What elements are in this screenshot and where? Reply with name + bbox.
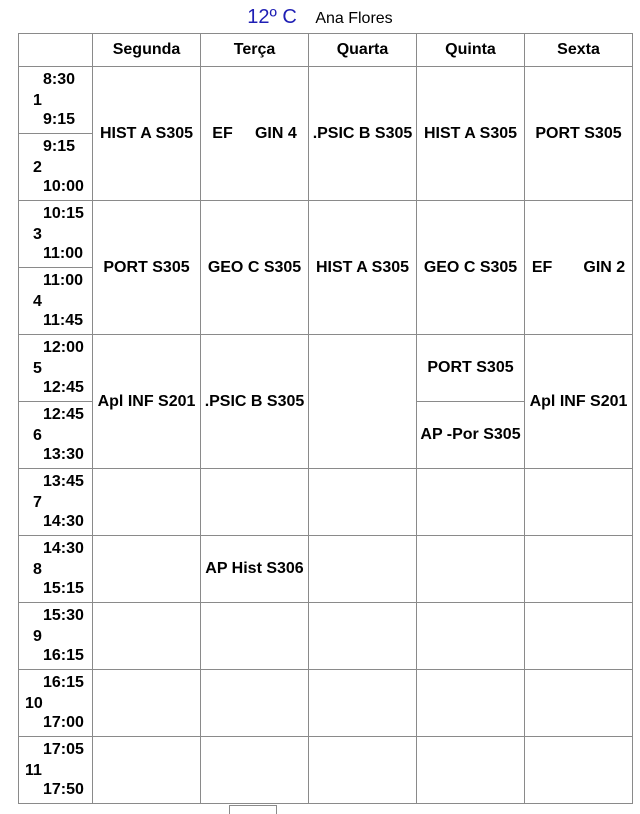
lesson-cell[interactable] — [93, 469, 201, 536]
period-end: 17:50 — [43, 781, 84, 798]
lesson-cell[interactable] — [93, 670, 201, 737]
teacher-name: Ana Flores — [315, 10, 393, 27]
period-row — [19, 536, 633, 603]
period-number: 1 — [33, 92, 42, 109]
period-time-cell — [19, 536, 93, 603]
timetable-header — [0, 6, 640, 34]
period-row — [19, 67, 633, 134]
lesson-cell[interactable] — [93, 536, 201, 603]
lesson-cell[interactable] — [525, 536, 633, 603]
lesson-cell[interactable]: EF GIN 2 — [525, 201, 633, 335]
lesson-cell[interactable]: PORT S305 — [417, 335, 525, 402]
period-time-cell — [19, 201, 93, 268]
period-start: 16:15 — [43, 674, 84, 691]
period-end: 15:15 — [43, 580, 84, 597]
period-time-cell — [19, 335, 93, 402]
lesson-cell[interactable] — [525, 670, 633, 737]
lesson-cell[interactable] — [309, 670, 417, 737]
lesson-cell[interactable]: HIST A S305 — [417, 67, 525, 201]
lesson-cell[interactable]: GEO C S305 — [201, 201, 309, 335]
lesson-cell[interactable]: PORT S305 — [525, 67, 633, 201]
period-row — [19, 670, 633, 737]
lesson-cell[interactable]: .PSIC B S305 — [201, 335, 309, 469]
lesson-cell[interactable] — [93, 603, 201, 670]
period-time-cell — [19, 469, 93, 536]
period-number: 2 — [33, 159, 42, 176]
period-number: 9 — [33, 628, 42, 645]
period-start: 8:30 — [43, 71, 76, 88]
period-time-cell — [19, 737, 93, 804]
lesson-cell[interactable]: GEO C S305 — [417, 201, 525, 335]
period-number: 3 — [33, 226, 42, 243]
lesson-cell[interactable] — [309, 603, 417, 670]
lesson-cell[interactable] — [309, 469, 417, 536]
lesson-cell[interactable] — [525, 603, 633, 670]
day-header: Segunda — [93, 34, 201, 67]
period-end: 17:00 — [43, 714, 84, 731]
lesson-cell[interactable] — [309, 536, 417, 603]
period-number: 7 — [33, 494, 42, 511]
period-start: 10:15 — [43, 205, 84, 222]
day-header: Terça — [201, 34, 309, 67]
lesson-cell[interactable]: Apl INF S201 — [93, 335, 201, 469]
lesson-cell[interactable] — [417, 737, 525, 804]
period-row — [19, 469, 633, 536]
period-time-cell — [19, 268, 93, 335]
period-number: 6 — [33, 427, 42, 444]
period-start: 9:15 — [43, 138, 76, 155]
lesson-cell[interactable] — [309, 335, 417, 469]
period-end: 12:45 — [43, 379, 84, 396]
period-number: 4 — [33, 293, 42, 310]
lesson-cell[interactable] — [201, 670, 309, 737]
period-row — [19, 335, 633, 402]
period-end: 16:15 — [43, 647, 84, 664]
lesson-cell[interactable]: Apl INF S201 — [525, 335, 633, 469]
period-row — [19, 737, 633, 804]
period-start: 11:00 — [43, 272, 84, 289]
period-number: 11 — [25, 762, 42, 779]
period-end: 10:00 — [43, 178, 84, 195]
period-end: 14:30 — [43, 513, 84, 530]
class-name: 12º C — [247, 6, 297, 28]
day-header: Sexta — [525, 34, 633, 67]
lesson-cell[interactable]: EF GIN 4 — [201, 67, 309, 201]
period-start: 15:30 — [43, 607, 84, 624]
lesson-cell[interactable]: AP -Por S305 — [417, 402, 525, 469]
lesson-cell[interactable]: PORT S305 — [93, 201, 201, 335]
period-end: 11:45 — [43, 312, 84, 329]
day-header-row — [19, 34, 633, 67]
period-row — [19, 603, 633, 670]
lesson-cell[interactable]: .PSIC B S305 — [309, 67, 417, 201]
bottom-control[interactable] — [229, 805, 277, 814]
lesson-cell[interactable]: HIST A S305 — [309, 201, 417, 335]
period-end: 11:00 — [43, 245, 84, 262]
period-end: 9:15 — [43, 111, 76, 128]
lesson-cell[interactable] — [201, 603, 309, 670]
lesson-cell[interactable] — [417, 536, 525, 603]
lesson-cell[interactable] — [93, 737, 201, 804]
corner-cell — [19, 34, 93, 67]
period-row — [19, 201, 633, 268]
lesson-cell[interactable] — [201, 469, 309, 536]
period-start: 13:45 — [43, 473, 84, 490]
lesson-cell[interactable] — [525, 737, 633, 804]
lesson-cell[interactable]: AP Hist S306 — [201, 536, 309, 603]
period-number: 10 — [25, 695, 43, 712]
lesson-cell[interactable]: HIST A S305 — [93, 67, 201, 201]
period-start: 12:00 — [43, 339, 84, 356]
lesson-cell[interactable] — [417, 670, 525, 737]
period-number: 8 — [33, 561, 42, 578]
lesson-cell[interactable] — [201, 737, 309, 804]
period-time-cell — [19, 134, 93, 201]
period-end: 13:30 — [43, 446, 84, 463]
period-time-cell — [19, 67, 93, 134]
period-time-cell — [19, 603, 93, 670]
timetable — [18, 33, 633, 804]
period-start: 17:05 — [43, 741, 84, 758]
period-time-cell — [19, 670, 93, 737]
day-header: Quinta — [417, 34, 525, 67]
lesson-cell[interactable] — [309, 737, 417, 804]
period-number: 5 — [33, 360, 42, 377]
period-start: 12:45 — [43, 406, 84, 423]
lesson-cell[interactable] — [417, 603, 525, 670]
lesson-cell[interactable] — [417, 469, 525, 536]
day-header: Quarta — [309, 34, 417, 67]
period-start: 14:30 — [43, 540, 84, 557]
lesson-cell[interactable] — [525, 469, 633, 536]
period-time-cell — [19, 402, 93, 469]
